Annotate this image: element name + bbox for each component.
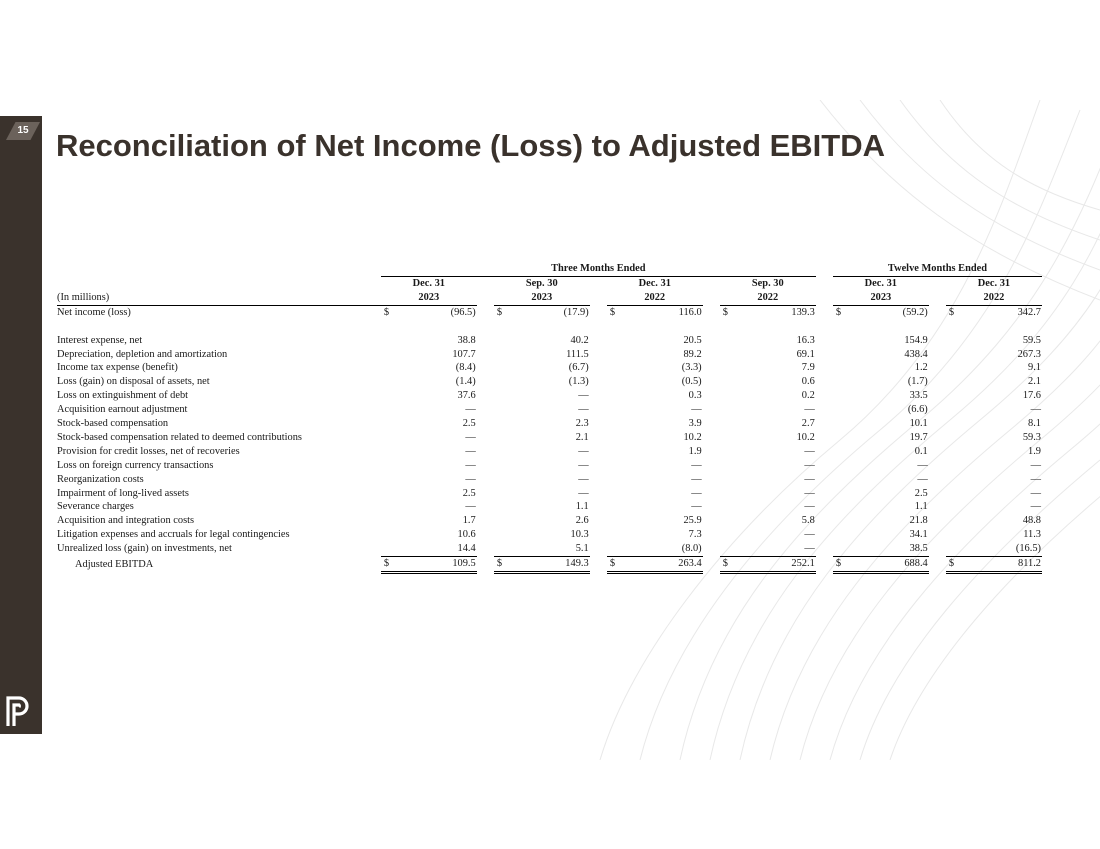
dollar-sign: $ — [833, 557, 845, 573]
cell-value: 9.1 — [1028, 362, 1041, 374]
cell-value: — — [917, 459, 928, 471]
cell-value: 69.1 — [796, 348, 815, 360]
cell-value: — — [917, 473, 928, 485]
cell-value: 1.1 — [914, 501, 928, 513]
adjustment-row — [57, 389, 1042, 403]
cell-value: — — [732, 542, 816, 556]
cell-value: 21.8 — [909, 515, 928, 527]
twelve-months-ended-header: Twelve Months Ended — [833, 262, 1042, 276]
column-header-year: 2023 — [381, 291, 477, 305]
cell-value: 89.2 — [683, 348, 702, 360]
cell-value: 2.1 — [1028, 376, 1041, 388]
cell-value: 139.3 — [791, 306, 815, 318]
cell-value: — — [578, 404, 589, 416]
cell-value: — — [465, 431, 476, 443]
cell-value: (1.7) — [907, 376, 928, 388]
row-label: Severance charges — [57, 501, 134, 513]
adjustment-row — [57, 361, 1042, 375]
cell-value: 40.2 — [570, 334, 589, 346]
cell-value: — — [804, 501, 815, 513]
dollar-sign: $ — [835, 306, 842, 318]
three-months-ended-header: Three Months Ended — [381, 262, 816, 276]
cell-value: — — [578, 390, 589, 402]
cell-value: — — [465, 473, 476, 485]
row-label: Loss (gain) on disposal of assets, net — [57, 376, 210, 388]
cell-value: — — [691, 501, 702, 513]
cell-value: 38.5 — [845, 542, 929, 556]
column-header-date: Sep. 30 — [525, 277, 558, 289]
cell-value: — — [578, 459, 589, 471]
cell-value: 17.6 — [1022, 390, 1041, 402]
cell-value: (8.4) — [455, 362, 476, 374]
cell-value: 0.1 — [914, 445, 928, 457]
row-label: Provision for credit losses, net of recoveries — [57, 445, 240, 457]
cell-value: 10.2 — [683, 431, 702, 443]
dollar-sign: $ — [496, 306, 503, 318]
cell-value: (6.6) — [907, 404, 928, 416]
dollar-sign: $ — [722, 306, 728, 318]
cell-value: (8.0) — [619, 542, 703, 556]
cell-value: 2.6 — [575, 515, 589, 527]
cell-value: 34.1 — [909, 529, 928, 541]
cell-value: 252.1 — [732, 557, 816, 573]
dollar-sign: $ — [948, 306, 955, 318]
cell-value: 14.4 — [393, 542, 477, 556]
cell-value: 5.8 — [801, 515, 815, 527]
adjustment-row — [57, 375, 1042, 389]
cell-value: — — [1030, 501, 1041, 513]
column-header-year: 2023 — [494, 291, 590, 305]
cell-value: 2.7 — [801, 418, 815, 430]
cell-value: 116.0 — [678, 306, 702, 318]
column-header-year: 2022 — [720, 291, 816, 305]
cell-value: 1.2 — [914, 362, 928, 374]
cell-value: 11.3 — [1023, 529, 1041, 541]
adjustment-row — [57, 459, 1042, 473]
cell-value: — — [578, 445, 589, 457]
cell-value: — — [465, 445, 476, 457]
adjustment-row — [57, 348, 1042, 362]
cell-value: — — [1030, 487, 1041, 499]
cell-value: 33.5 — [909, 390, 928, 402]
cell-value: (1.4) — [455, 376, 476, 388]
row-label: Acquisition and integration costs — [57, 515, 195, 527]
cell-value: 19.7 — [909, 431, 928, 443]
cell-value: 0.3 — [688, 390, 702, 402]
units-label: (In millions) — [57, 291, 381, 305]
cell-value: (16.5) — [958, 542, 1042, 556]
cell-value: 8.1 — [1028, 418, 1041, 430]
cell-value: — — [465, 459, 476, 471]
column-header-row-2 — [57, 291, 1042, 305]
cell-value: 107.7 — [452, 348, 476, 360]
adjusted-ebitda-row — [57, 557, 1042, 573]
page-number: 15 — [17, 125, 29, 136]
adjustment-row — [57, 487, 1042, 501]
row-label: Interest expense, net — [57, 334, 143, 346]
cell-value: 7.9 — [801, 362, 815, 374]
cell-value: — — [578, 473, 589, 485]
row-label: Loss on extinguishment of debt — [57, 390, 189, 402]
column-header-date: Dec. 31 — [864, 277, 897, 289]
adjustment-row — [57, 542, 1042, 556]
cell-value: 1.9 — [1028, 445, 1041, 457]
cell-value: 2.5 — [462, 487, 476, 499]
column-header-date: Sep. 30 — [751, 277, 784, 289]
cell-value: — — [804, 529, 815, 541]
reconciliation-table — [57, 262, 1042, 574]
cell-value: — — [691, 487, 702, 499]
cell-value: — — [804, 487, 815, 499]
cell-value: 38.8 — [457, 334, 476, 346]
row-label: Reorganization costs — [57, 473, 144, 485]
adjustment-row — [57, 514, 1042, 528]
adjustment-row — [57, 528, 1042, 542]
cell-value: — — [1030, 473, 1041, 485]
cell-value: 16.3 — [796, 334, 815, 346]
cell-value: — — [691, 404, 702, 416]
cell-value: — — [804, 459, 815, 471]
row-label: Impairment of long-lived assets — [57, 487, 189, 499]
cell-value: — — [465, 404, 476, 416]
cell-value: 154.9 — [904, 334, 928, 346]
cell-value: 48.8 — [1022, 515, 1041, 527]
row-label: Adjusted EBITDA — [75, 558, 154, 570]
cell-value: — — [1030, 459, 1041, 471]
row-label: Stock-based compensation related to deemed contributions — [57, 431, 302, 443]
cell-value: 25.9 — [683, 515, 702, 527]
row-label: Net income (loss) — [57, 306, 131, 318]
column-header-date: Dec. 31 — [412, 277, 445, 289]
cell-value: — — [804, 473, 815, 485]
cell-value: — — [691, 459, 702, 471]
cell-value: 10.6 — [457, 529, 476, 541]
cell-value: — — [804, 404, 815, 416]
cell-value: 342.7 — [1017, 306, 1041, 318]
left-sidebar-bar — [0, 116, 42, 734]
dollar-sign: $ — [383, 306, 390, 318]
adjustment-row — [57, 403, 1042, 417]
cell-value: 5.1 — [506, 542, 590, 556]
cell-value: 1.1 — [575, 501, 589, 513]
cell-value: — — [578, 487, 589, 499]
row-label: Income tax expense (benefit) — [57, 362, 178, 374]
row-label: Acquisition earnout adjustment — [57, 404, 188, 416]
page-title: Reconciliation of Net Income (Loss) to Adjusted EBITDA — [56, 128, 886, 163]
cell-value: 1.9 — [688, 445, 702, 457]
cell-value: (96.5) — [450, 306, 476, 318]
spacer-row — [57, 320, 1042, 334]
cell-value: — — [804, 445, 815, 457]
column-header-date: Dec. 31 — [977, 277, 1011, 289]
cell-value: 10.2 — [796, 431, 815, 443]
cell-value: 263.4 — [619, 557, 703, 573]
cell-value: (0.5) — [681, 376, 702, 388]
cell-value: 3.9 — [688, 418, 702, 430]
column-header-year: 2022 — [607, 291, 703, 305]
dollar-sign: $ — [381, 557, 393, 573]
row-label: Depreciation, depletion and amortization — [57, 348, 228, 360]
row-label: Litigation expenses and accruals for legal contingencies — [57, 529, 290, 541]
adjustment-row — [57, 500, 1042, 514]
cell-value: — — [691, 473, 702, 485]
cell-value: 2.3 — [575, 418, 589, 430]
cell-value: (1.3) — [568, 376, 589, 388]
row-label: Unrealized loss (gain) on investments, net — [57, 543, 232, 555]
column-header-row-1 — [57, 276, 1042, 290]
cell-value: — — [1030, 404, 1041, 416]
group-header-row — [57, 262, 1042, 276]
cell-value: 2.1 — [575, 431, 589, 443]
column-header-year: 2022 — [946, 291, 1042, 305]
dollar-sign: $ — [494, 557, 506, 573]
row-label: Stock-based compensation — [57, 418, 169, 430]
adjustment-row — [57, 417, 1042, 431]
cell-value: 109.5 — [393, 557, 477, 573]
cell-value: 149.3 — [506, 557, 590, 573]
cell-value: — — [465, 501, 476, 513]
adjustment-row — [57, 473, 1042, 487]
column-header-year: 2023 — [833, 291, 929, 305]
cell-value: 20.5 — [683, 334, 702, 346]
cell-value: 10.3 — [570, 529, 589, 541]
cell-value: 37.6 — [457, 390, 476, 402]
column-header-date: Dec. 31 — [638, 277, 671, 289]
cell-value: 1.7 — [462, 515, 476, 527]
cell-value: (3.3) — [681, 362, 702, 374]
cell-value: 0.6 — [801, 376, 815, 388]
cell-value: 59.3 — [1022, 431, 1041, 443]
adjustment-row — [57, 431, 1042, 445]
cell-value: 811.2 — [958, 557, 1042, 573]
cell-value: 688.4 — [845, 557, 929, 573]
net-income-row — [57, 305, 1042, 319]
cell-value: 438.4 — [904, 348, 928, 360]
cell-value: (17.9) — [563, 306, 589, 318]
cell-value: 0.2 — [801, 390, 815, 402]
cell-value: 267.3 — [1017, 348, 1041, 360]
row-label: Loss on foreign currency transactions — [57, 459, 214, 471]
cell-value: (59.2) — [902, 306, 928, 318]
cell-value: 7.3 — [688, 529, 702, 541]
cell-value: (6.7) — [568, 362, 589, 374]
adjustment-row — [57, 334, 1042, 348]
adjustments-body — [57, 334, 1042, 557]
cell-value: 10.1 — [909, 418, 928, 430]
cell-value: 2.5 — [914, 487, 928, 499]
dollar-sign: $ — [609, 306, 616, 318]
cell-value: 2.5 — [462, 418, 476, 430]
cell-value: 111.5 — [566, 348, 589, 360]
company-logo-icon — [4, 694, 32, 728]
dollar-sign: $ — [720, 557, 732, 573]
dollar-sign: $ — [946, 557, 958, 573]
dollar-sign: $ — [607, 557, 619, 573]
cell-value: 59.5 — [1022, 334, 1041, 346]
adjustment-row — [57, 445, 1042, 459]
